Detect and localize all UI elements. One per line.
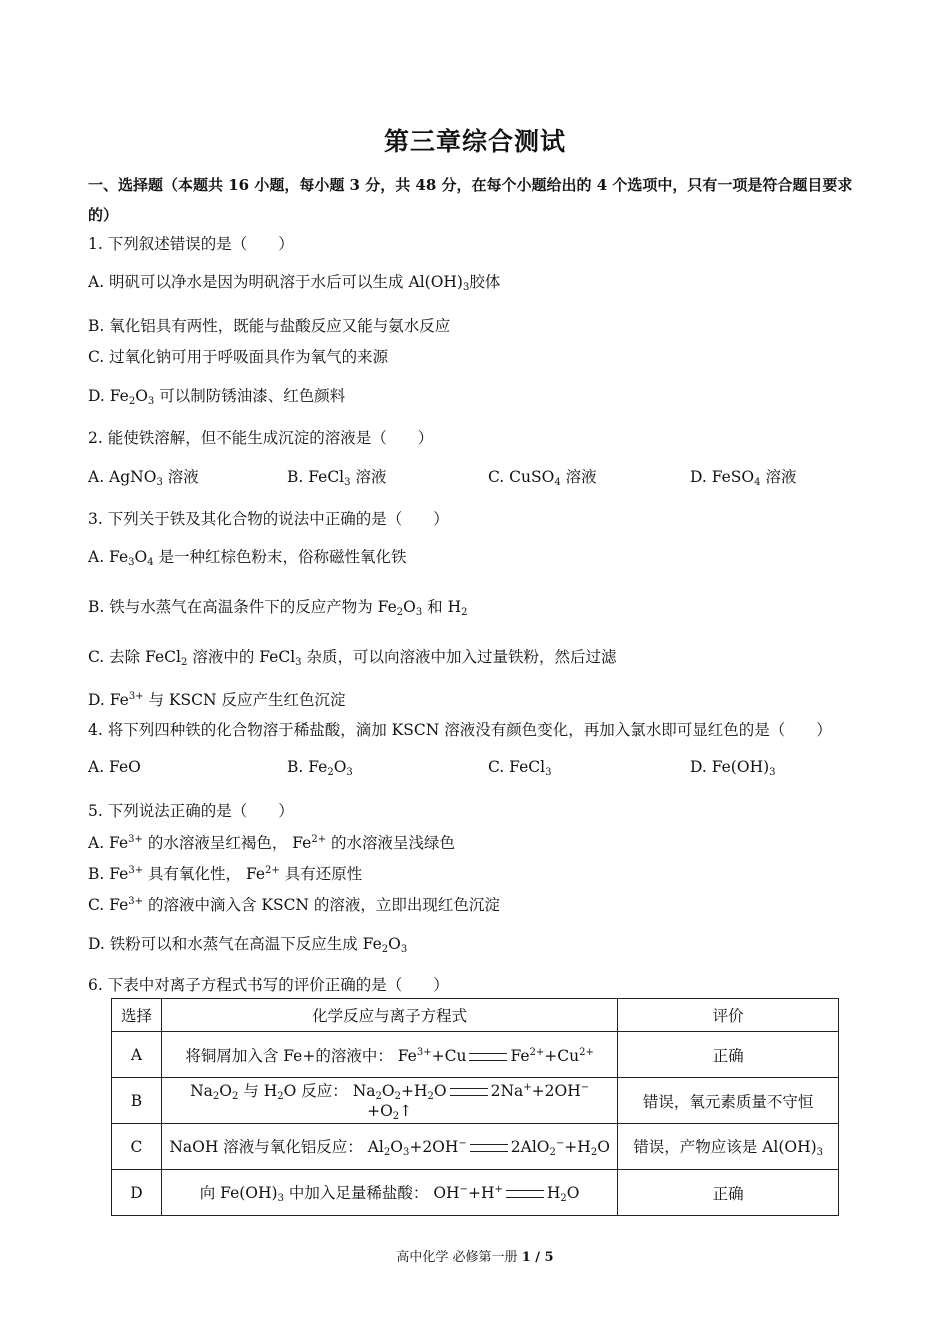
table-cell-equation: $Na_2O_2$ 与 $H_2O$ 反应： $Na_2O_2+H_2O$ $2Na^++2OH^-+O_2↑$	[161, 1078, 617, 1124]
question-3-stem: 3. 下列关于铁及其化合物的说法中正确的是（ ）	[88, 510, 449, 528]
question-6-stem: 6. 下表中对离子方程式书写的评价正确的是（ ）	[88, 976, 449, 994]
table-cell-option: C	[112, 1124, 162, 1170]
question-1-option-c: C. 过氧化钠可用于呼吸面具作为氧气的来源	[88, 348, 389, 366]
table-cell-equation: 向 $Fe(OH)_3$ 中加入足量稀盐酸： OH−+H+ $H_2O$	[161, 1170, 617, 1216]
question-2-option-a: A. AgNO$_3$ 溶液	[88, 468, 199, 488]
question-4-option-b: B. $Fe_2O_3$	[287, 758, 353, 778]
table-cell-eval: 正确	[618, 1170, 839, 1216]
question-1-option-a: A. 明矾可以净水是因为明矾溶于水后可以生成 $Al(OH)_3$胶体	[88, 273, 501, 293]
question-2-stem: 2. 能使铁溶解，但不能生成沉淀的溶液是（ ）	[88, 429, 434, 447]
page-footer: 高中化学 必修第一册 1 / 5	[396, 1250, 554, 1265]
question-5-option-d: D. 铁粉可以和水蒸气在高温下反应生成 $Fe_2O_3$	[88, 935, 408, 955]
question-5-option-c: C. $Fe^{3+}$ 的溶液中滴入含 KSCN 的溶液，立即出现红色沉淀	[88, 896, 500, 914]
question-2-option-d: D. FeSO$_4$ 溶液	[690, 468, 797, 488]
question-3-option-b: B. 铁与水蒸气在高温条件下的反应产物为 $Fe_2O_3$ 和 $H_2$	[88, 598, 468, 618]
table-cell-eval: 正确	[618, 1032, 839, 1078]
question-5-option-b: B. $Fe^{3+}$ 具有氧化性， $Fe^{2+}$ 具有还原性	[88, 865, 363, 883]
question-5-option-a: A. $Fe^{3+}$ 的水溶液呈红褐色， $Fe^{2+}$ 的水溶液呈浅绿色	[88, 834, 456, 852]
question-4-stem: 4. 将下列四种铁的化合物溶于稀盐酸，滴加 KSCN 溶液没有颜色变化，再加入氯水即可显红色的是（ ）	[88, 721, 832, 739]
table-cell-equation: NaOH 溶液与氧化铝反应： $Al_2O_3+2OH^-$ $2AlO_2^-+H_2O$	[161, 1124, 617, 1170]
section-heading: 一、选择题（本题共 16 小题，每小题 3 分，共 48 分，在每个小题给出的 4 个选项中，只有一项是符合题目要求的）	[88, 176, 853, 224]
table-header: 评价	[618, 999, 839, 1032]
table-row	[112, 1170, 839, 1216]
question-4-option-d: D. $Fe(OH)_3$	[690, 758, 776, 778]
question-6-table	[111, 998, 839, 1216]
table-cell-option: A	[112, 1032, 162, 1078]
table-row	[112, 1124, 839, 1170]
question-2-option-b: B. FeCl$_3$ 溶液	[287, 468, 387, 488]
page-title: 第三章综合测试	[383, 127, 566, 156]
page-number: 1 / 5	[521, 1250, 554, 1265]
table-cell-option: B	[112, 1078, 162, 1124]
question-1-option-b: B. 氧化铝具有两性，既能与盐酸反应又能与氨水反应	[88, 317, 451, 335]
question-3-option-c: C. 去除 FeCl$_2$ 溶液中的 FeCl$_3$ 杂质，可以向溶液中加入过量铁粉，然后过滤	[88, 648, 617, 668]
question-1-stem: 1. 下列叙述错误的是（ ）	[88, 235, 294, 253]
table-row	[112, 1032, 839, 1078]
question-2-option-c: C. CuSO$_4$ 溶液	[488, 468, 597, 488]
table-row	[112, 1078, 839, 1124]
table-header: 选择	[112, 999, 162, 1032]
question-3-option-d: D. $Fe^{3+}$ 与 KSCN 反应产生红色沉淀	[88, 691, 346, 709]
table-header-row	[112, 999, 839, 1032]
question-4-option-c: C. FeCl$_3$	[488, 758, 552, 778]
question-1-option-d: D. $Fe_2O_3$ 可以制防锈油漆、红色颜料	[88, 387, 346, 407]
table-cell-option: D	[112, 1170, 162, 1216]
table-cell-eval: 错误，产物应该是 $Al(OH)_3$	[618, 1124, 839, 1170]
table-cell-equation: 将铜屑加入含 Fe+的溶液中： $Fe^{3+}+Cu$ $Fe^{2+}+Cu^{2+}$	[161, 1032, 617, 1078]
table-header: 化学反应与离子方程式	[161, 999, 617, 1032]
question-4-option-a: A. FeO	[88, 758, 141, 776]
table-cell-eval: 错误，氧元素质量不守恒	[618, 1078, 839, 1124]
question-5-stem: 5. 下列说法正确的是（ ）	[88, 802, 294, 820]
question-3-option-a: A. $Fe_3O_4$ 是一种红棕色粉末，俗称磁性氧化铁	[88, 548, 407, 568]
